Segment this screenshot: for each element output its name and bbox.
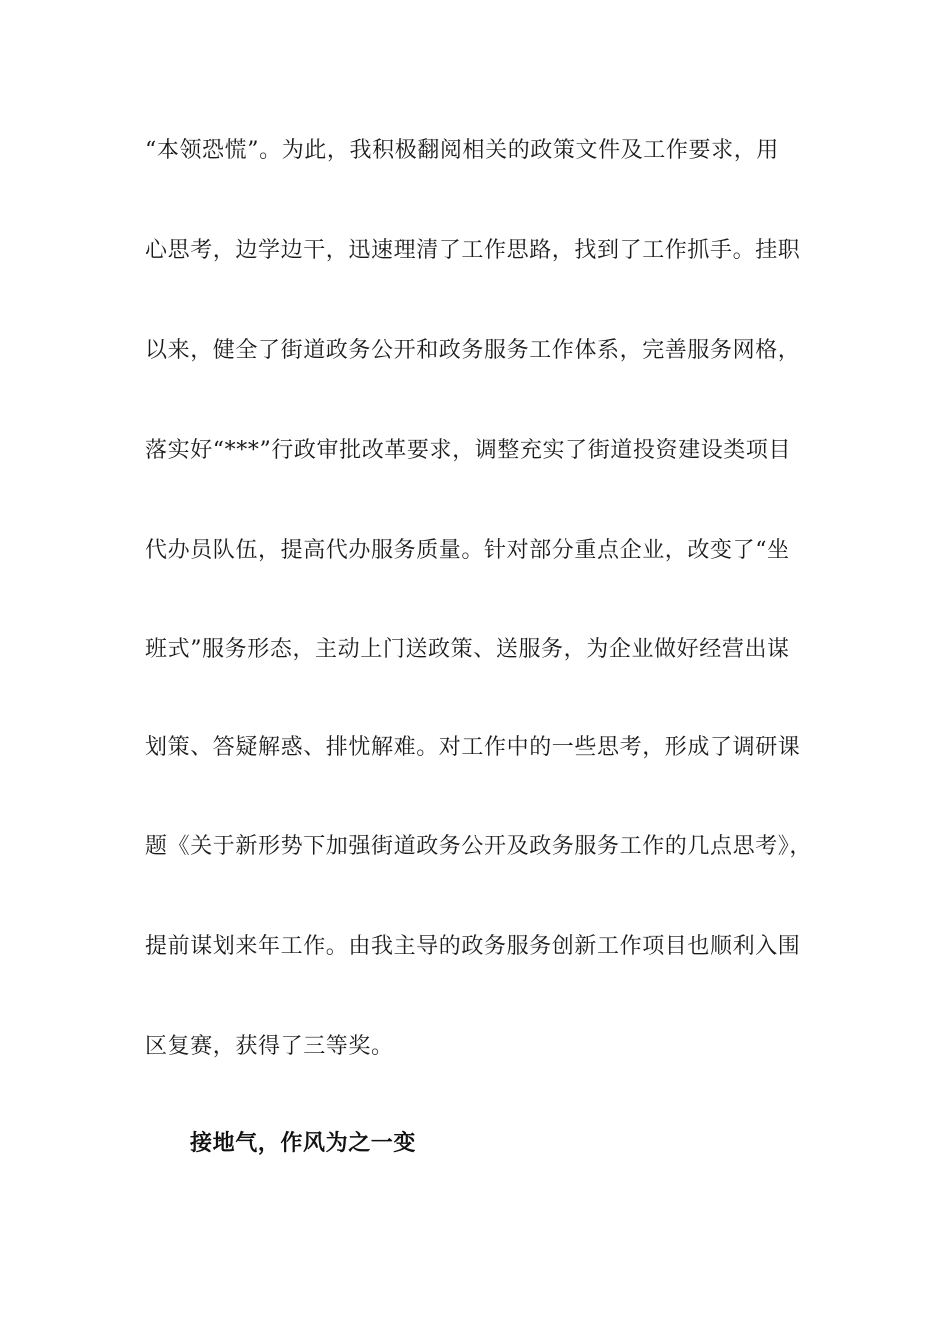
paragraph-line-7: 划策、答疑解惑、排忧解难。对工作中的一些思考，形成了调研课 <box>145 735 801 760</box>
paragraph-line-4: 落实好“***”行政审批改革要求，调整充实了街道投资建设类项目 <box>145 438 792 463</box>
paragraph-line-10: 区复赛，获得了三等奖。 <box>145 1034 394 1059</box>
paragraph-line-1: “本领恐慌”。为此，我积极翻阅相关的政策文件及工作要求，用 <box>145 138 779 163</box>
paragraph-line-6: 班式”服务形态，主动上门送政策、送服务，为企业做好经营出谋 <box>145 637 790 662</box>
paragraph-line-8: 题《关于新形势下加强街道政务公开及政务服务工作的几点思考》， <box>145 834 813 859</box>
paragraph-line-5: 代办员队伍，提高代办服务质量。针对部分重点企业，改变了“坐 <box>145 538 790 563</box>
section-heading: 接地气，作风为之一变 <box>190 1131 417 1156</box>
paragraph-line-2: 心思考，边学边干，迅速理清了工作思路，找到了工作抓手。挂职 <box>145 238 801 263</box>
paragraph-line-9: 提前谋划来年工作。由我主导的政务服务创新工作项目也顺利入围 <box>145 934 801 959</box>
paragraph-line-3: 以来，健全了街道政务公开和政务服务工作体系，完善服务网格， <box>145 338 801 363</box>
